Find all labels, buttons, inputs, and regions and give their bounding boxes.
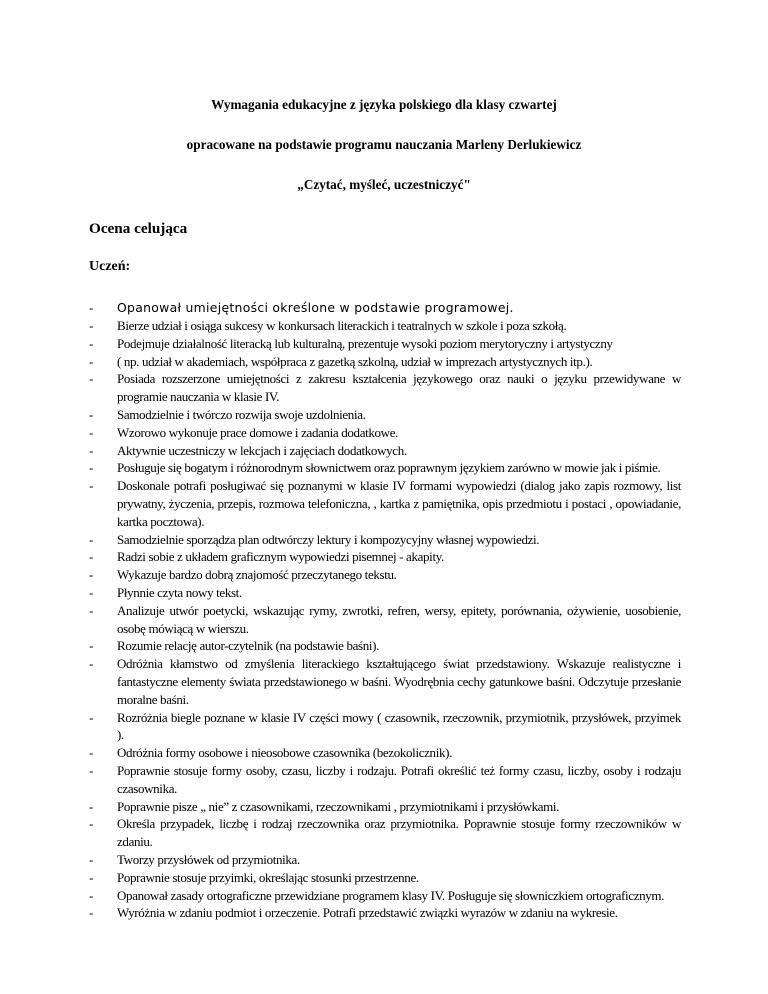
bullet-dash: - [89,762,94,778]
requirement-text: Poprawnie stosuje formy osoby, czasu, liczby i rodzaju. Potrafi określić też formy czasu, liczby, osoby i rodzaju czasownika. [117,762,681,796]
bullet-dash: - [89,887,94,903]
list-item [89,709,681,745]
bullet-dash: - [89,318,94,333]
bullet-dash: - [89,424,94,440]
requirement-text: ( np. udział w akademiach, współpraca z gazetką szkolną, udział w imprezach artystycznych itp.). [117,353,593,369]
list-item [89,406,681,424]
bullet-dash: - [89,335,94,351]
bullet-dash: - [89,584,94,600]
requirement-text: Rozróżnia biegle poznane w klasie IV części mowy ( czasownik, rzeczownik, przymiotnik, przysłówek, przyimek ). [117,709,681,743]
requirements-list [89,299,681,922]
requirement-text: Bierze udział i osiąga sukcesy w konkursach literackich i teatralnych w szkole i poza szkołą. [117,318,567,333]
bullet-dash: - [89,567,94,583]
bullet-dash: - [89,353,94,369]
bullet-dash: - [89,656,94,672]
requirement-text: Radzi sobie z układem graficznym wypowiedzi pisemnej - akapity. [117,549,444,565]
list-item [89,299,681,317]
requirement-text: Płynnie czyta nowy tekst. [117,584,242,600]
bullet-dash: - [89,371,94,387]
requirement-text: Posiada rozszerzone umiejętności z zakresu kształcenia językowego oraz nauki o języku przewidywane w programie nauczania w klasie IV. [117,371,681,405]
bullet-dash: - [89,602,94,618]
requirement-text: Opanował zasady ortograficzne przewidziane programem klasy IV. Posługuje się słowniczkiem ortograficznym. [117,887,665,903]
bullet-dash: - [89,638,94,654]
bullet-dash: - [89,549,94,565]
list-item [89,531,681,549]
bullet-dash: - [89,905,94,921]
list-item [89,335,681,353]
requirement-text: Analizuje utwór poetycki, wskazując rymy, zwrotki, refren, wersy, epitety, porównania, ożywienie, uosobienie, osobę mówiącą w wierszu. [117,602,681,636]
requirement-text: Określa przypadek, liczbę i rodzaj rzeczownika oraz przymiotnika. Poprawnie stosuje formy rzeczowników w zdaniu. [117,816,681,850]
list-item [89,815,681,851]
document-subtitle: opracowane na podstawie programu nauczania Marleny Derlukiewicz [186,137,582,152]
requirement-text: Wyróżnia w zdaniu podmiot i orzeczenie. Potrafi przedstawić związki wyrazów w zdaniu na wykresie. [117,905,618,921]
bullet-dash: - [89,478,94,494]
list-item [89,762,681,798]
list-item [89,887,681,905]
student-label: Uczeń: [89,259,131,274]
program-title: „Czytać, myśleć, uczestniczyć" [297,177,471,192]
grade-heading: Ocena celująca [89,220,188,237]
bullet-dash: - [89,460,94,476]
list-item [89,442,681,460]
bullet-dash: - [89,442,94,458]
bullet-dash: - [89,869,94,885]
requirement-text: Wykazuje bardzo dobrą znajomość przeczytanego tekstu. [117,567,397,583]
requirement-text: Aktywnie uczestniczy w lekcjach i zajęciach dodatkowych. [117,442,407,458]
bullet-dash: - [89,851,94,867]
bullet-dash: - [89,406,94,422]
list-item [89,851,681,869]
requirement-text: Doskonale potrafi posługiwać się poznanymi w klasie IV formami wypowiedzi (dialog jako zapis rozmowy, list prywatny, życzenia, przepis, rozmowa telefoniczna, , kartka z pamiętnika, opis przedmiotu i postaci , opowiadanie, kartka pocztowa). [117,478,681,529]
requirement-text: Tworzy przysłówek od przymiotnika. [117,851,300,867]
list-item [89,869,681,887]
list-item [89,655,681,708]
document-title: Wymagania edukacyjne z języka polskiego dla klasy czwartej [211,97,557,112]
bullet-dash: - [89,745,94,761]
bullet-dash: - [89,709,94,725]
list-item [89,637,681,655]
list-item [89,584,681,602]
bullet-dash: - [89,300,94,315]
requirement-text: Posługuje się bogatym i różnorodnym słownictwem oraz poprawnym językiem zarówno w mowie jak i piśmie. [117,460,661,476]
list-item [89,353,681,371]
requirement-text: Poprawnie pisze „ nie” z czasownikami, rzeczownikami , przymiotnikami i przysłówkami. [117,798,560,814]
list-item [89,744,681,762]
requirement-text: Odróżnia formy osobowe i nieosobowe czasownika (bezokolicznik). [117,745,452,761]
requirement-text: Poprawnie stosuje przyimki, określając stosunki przestrzenne. [117,869,419,885]
list-item [89,548,681,566]
list-item [89,370,681,406]
list-item [89,602,681,638]
requirement-text: Samodzielnie i twórczo rozwija swoje uzdolnienia. [117,406,366,422]
bullet-dash: - [89,816,94,832]
requirement-text: Samodzielnie sporządza plan odtwórczy lektury i kompozycyjny własnej wypowiedzi. [117,531,540,547]
list-item [89,459,681,477]
list-item [89,317,681,335]
list-item [89,798,681,816]
list-item [89,904,681,922]
list-item [89,477,681,530]
list-item [89,424,681,442]
requirement-text: Opanował umiejętności określone w podstawie programowej. [117,300,514,315]
bullet-dash: - [89,798,94,814]
requirement-text: Podejmuje działalność literacką lub kulturalną, prezentuje wysoki poziom merytoryczny i artystyczny [117,335,613,351]
requirement-text: Rozumie relację autor-czytelnik (na podstawie baśni). [117,638,380,654]
requirement-text: Odróżnia kłamstwo od zmyślenia literackiego kształtującego świat przedstawiony. Wskazuje realistyczne i fantastyczne elementy świata przedstawionego w baśni. Wyodrębnia cechy gatunkowe baśni. Odczytuje przesłanie moralne baśni. [117,656,681,707]
list-item [89,566,681,584]
requirement-text: Wzorowo wykonuje prace domowe i zadania dodatkowe. [117,424,399,440]
bullet-dash: - [89,531,94,547]
